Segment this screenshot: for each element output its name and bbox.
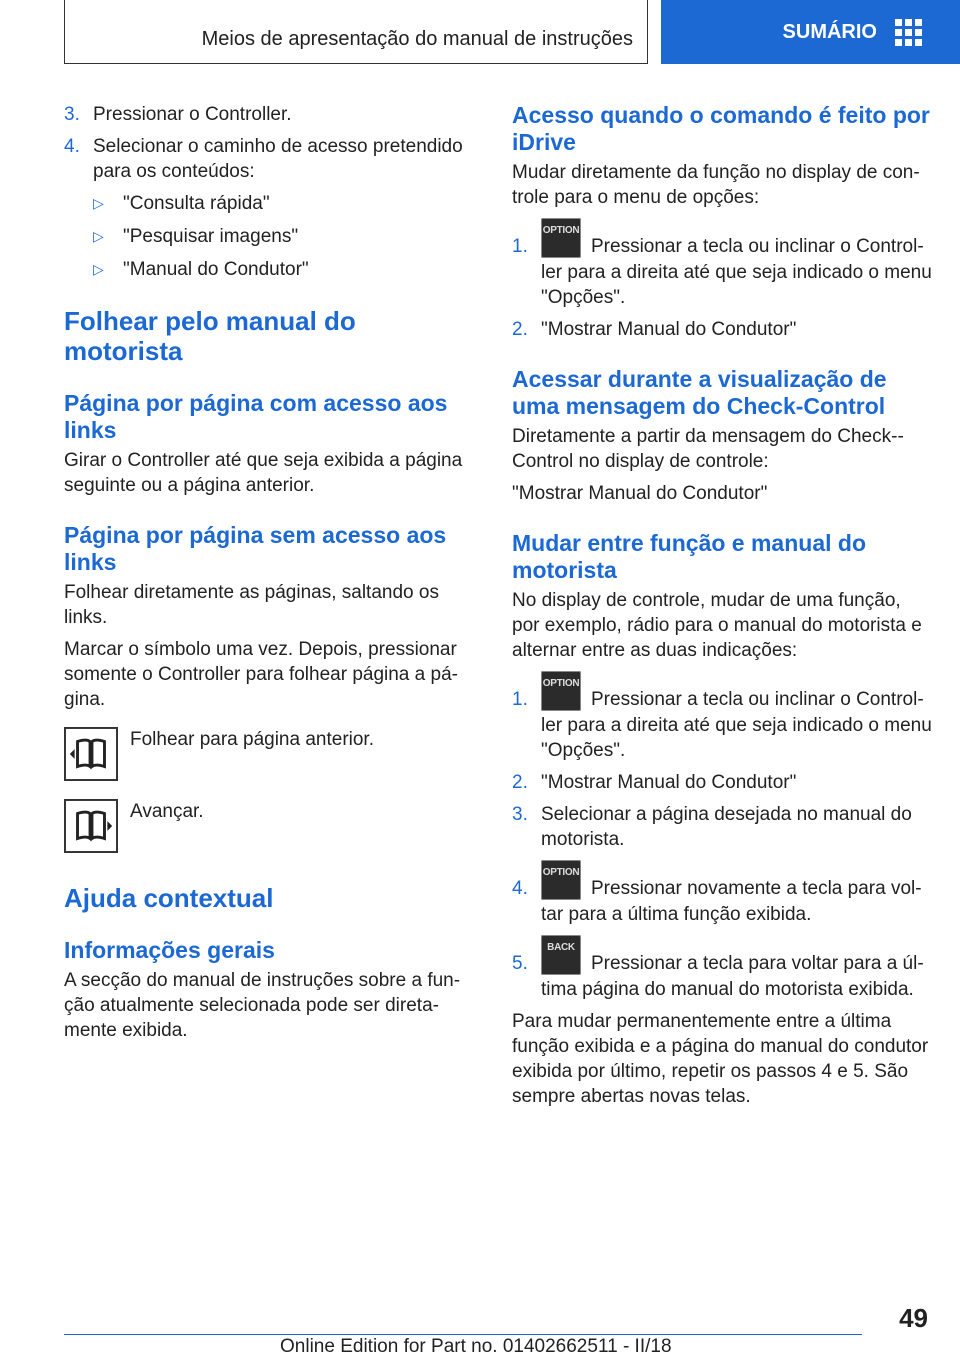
triangle-bullet-icon: ▷ <box>93 261 104 277</box>
summary-label: SUMÁRIO <box>782 20 877 43</box>
section-heading: Ajuda contextual <box>64 883 274 913</box>
next-page-text: Avançar. <box>130 801 204 822</box>
paragraph: Folhear diretamente as páginas, saltando os links. <box>64 582 439 628</box>
left-column <box>64 102 464 1043</box>
list-item: 1. OPTION Pressionar a tecla ou inclinar o Control-ler para a direita até que seja indicado o menu "Opções". <box>512 234 932 310</box>
paragraph: A secção do manual de instruções sobre a fun-ção atualmente selecionada pode ser direta-mente exibida. <box>64 970 461 1041</box>
paragraph: Marcar o símbolo uma vez. Depois, pressionar somente o Controller para folhear página a pá-gina. <box>64 639 458 710</box>
list-item: 5. BACK Pressionar a tecla para voltar para a úl-tima página do manual do motorista exibida. <box>512 951 932 1002</box>
list-item: 2. "Mostrar Manual do Condutor" <box>512 772 797 793</box>
list-item: 3. Selecionar a página desejada no manual do motorista. <box>512 804 912 850</box>
option-button-icon: OPTION <box>541 860 581 900</box>
grid-menu-icon <box>895 19 922 46</box>
paragraph: Girar o Controller até que seja exibida a página seguinte ou a página anterior. <box>64 450 463 496</box>
list-item: 1. OPTION Pressionar a tecla ou inclinar o Control-ler para a direita até que seja indicado o menu "Opções". <box>512 687 932 763</box>
book-back-icon <box>64 727 118 781</box>
paragraph: "Mostrar Manual do Condutor" <box>512 483 768 504</box>
list-item: 3. Pressionar o Controller. <box>64 104 292 125</box>
subsection-heading: Mudar entre função e manual do motorista <box>512 530 866 583</box>
summary-button[interactable] <box>661 0 960 64</box>
right-column <box>512 102 932 1109</box>
book-next-row <box>64 799 464 853</box>
list-item: 4. OPTION Pressionar novamente a tecla para vol-tar para a última função exibida. <box>512 876 932 927</box>
page-number: 49 <box>899 1303 928 1333</box>
book-forward-icon <box>64 799 118 853</box>
back-button-icon: BACK <box>541 935 581 975</box>
list-item: ▷ "Consulta rápida" <box>93 193 270 214</box>
list-item: 4. Selecionar o caminho de acesso pretendido para os conteúdos: <box>64 136 463 182</box>
list-item: ▷ "Pesquisar imagens" <box>93 226 299 247</box>
book-prev-row <box>64 727 464 781</box>
list-item: 2. "Mostrar Manual do Condutor" <box>512 319 797 340</box>
subsection-heading: Informações gerais <box>64 937 275 963</box>
subsection-heading: Acesso quando o comando é feito por iDrive <box>512 102 930 155</box>
subsection-heading: Página por página com acesso aos links <box>64 390 448 443</box>
paragraph: No display de controle, mudar de uma função, por exemplo, rádio para o manual do motorista e alternar entre as duas indicações: <box>512 590 922 661</box>
list-item: ▷ "Manual do Condutor" <box>93 259 309 280</box>
page-header <box>64 0 648 64</box>
header-title: Meios de apresentação do manual de instruções <box>201 28 633 50</box>
paragraph: Mudar diretamente da função no display de con-trole para o menu de opções: <box>512 162 920 208</box>
subsection-heading: Página por página sem acesso aos links <box>64 522 447 575</box>
section-heading: Folhear pelo manual do motorista <box>64 306 356 366</box>
option-button-icon: OPTION <box>541 218 581 258</box>
triangle-bullet-icon: ▷ <box>93 195 104 211</box>
footer-edition: Online Edition for Part no. 01402662511 - II/18 <box>280 1336 672 1357</box>
triangle-bullet-icon: ▷ <box>93 228 104 244</box>
paragraph: Diretamente a partir da mensagem do Check--Control no display de controle: <box>512 426 904 472</box>
option-button-icon: OPTION <box>541 671 581 711</box>
prev-page-text: Folhear para página anterior. <box>130 729 374 750</box>
footer-divider <box>64 1334 862 1335</box>
paragraph: Para mudar permanentemente entre a última função exibida e a página do manual do condutor exibida por último, repetir os passos 4 e 5. São sempre abertas novas telas. <box>512 1011 929 1107</box>
subsection-heading: Acessar durante a visualização de uma mensagem do Check-Control <box>512 366 887 419</box>
